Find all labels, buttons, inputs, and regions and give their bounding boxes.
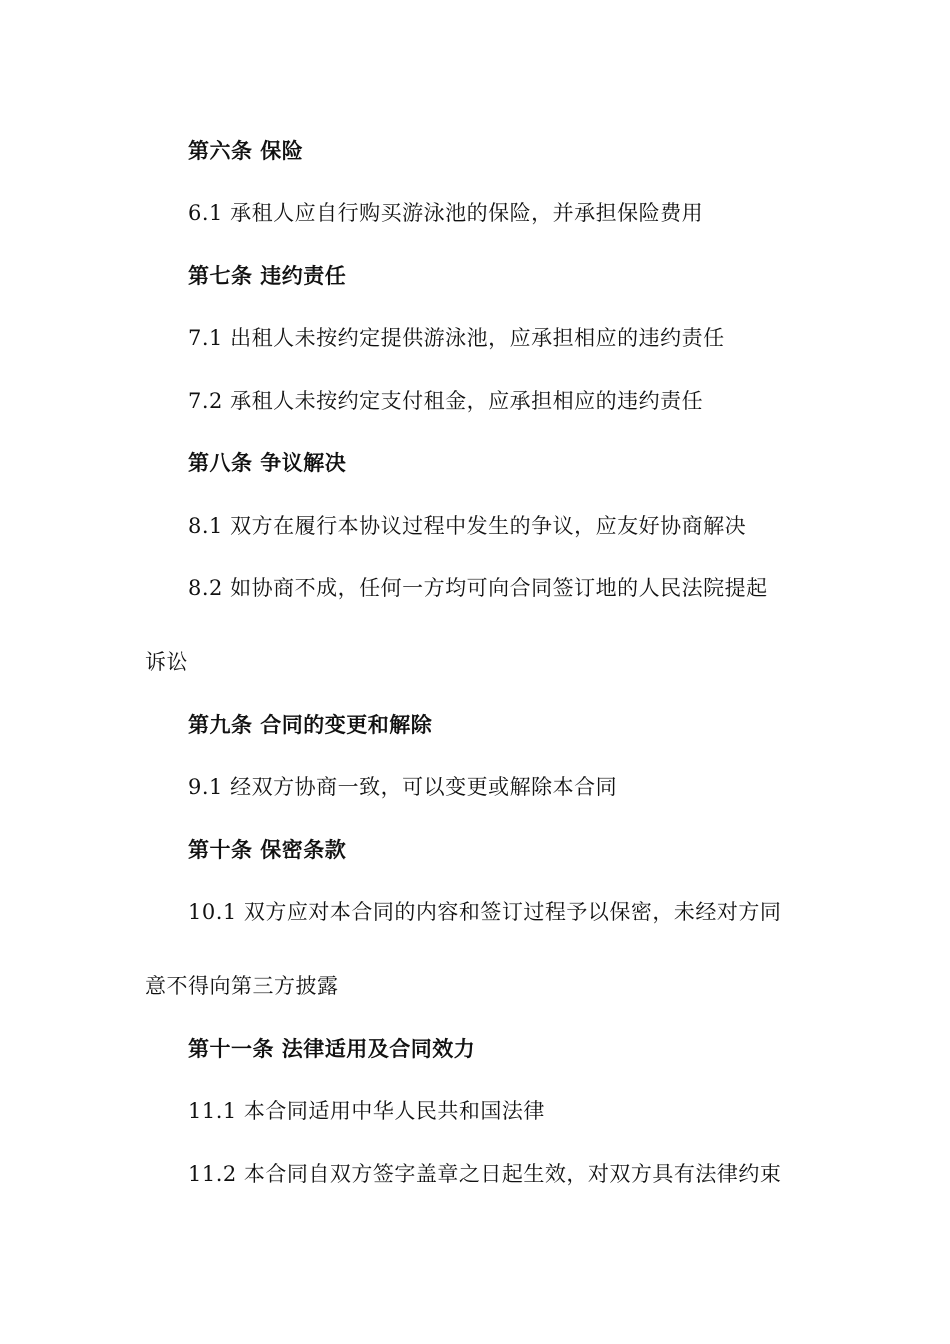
clause-7-1: 7.1 出租人未按约定提供游泳池，应承担相应的违约责任 — [188, 326, 725, 350]
clause-8-2-continued: 诉讼 — [145, 650, 188, 674]
clause-10-1-continued: 意不得向第三方披露 — [145, 974, 339, 998]
article-6-heading: 第六条 保险 — [188, 139, 304, 163]
article-8-heading: 第八条 争议解决 — [188, 451, 347, 475]
clause-11-2: 11.2 本合同自双方签字盖章之日起生效，对双方具有法律约束 — [188, 1162, 782, 1186]
article-7-heading: 第七条 违约责任 — [188, 264, 347, 288]
clause-6-1: 6.1 承租人应自行购买游泳池的保险，并承担保险费用 — [188, 201, 704, 225]
clause-8-2: 8.2 如协商不成，任何一方均可向合同签订地的人民法院提起 — [188, 576, 768, 600]
clause-10-1: 10.1 双方应对本合同的内容和签订过程予以保密，未经对方同 — [188, 900, 782, 924]
clause-7-2: 7.2 承租人未按约定支付租金，应承担相应的违约责任 — [188, 389, 704, 413]
clause-9-1: 9.1 经双方协商一致，可以变更或解除本合同 — [188, 775, 618, 799]
article-11-heading: 第十一条 法律适用及合同效力 — [188, 1037, 476, 1061]
article-10-heading: 第十条 保密条款 — [188, 838, 347, 862]
article-9-heading: 第九条 合同的变更和解除 — [188, 713, 433, 737]
clause-8-1: 8.1 双方在履行本协议过程中发生的争议，应友好协商解决 — [188, 514, 747, 538]
clause-11-1: 11.1 本合同适用中华人民共和国法律 — [188, 1099, 545, 1123]
